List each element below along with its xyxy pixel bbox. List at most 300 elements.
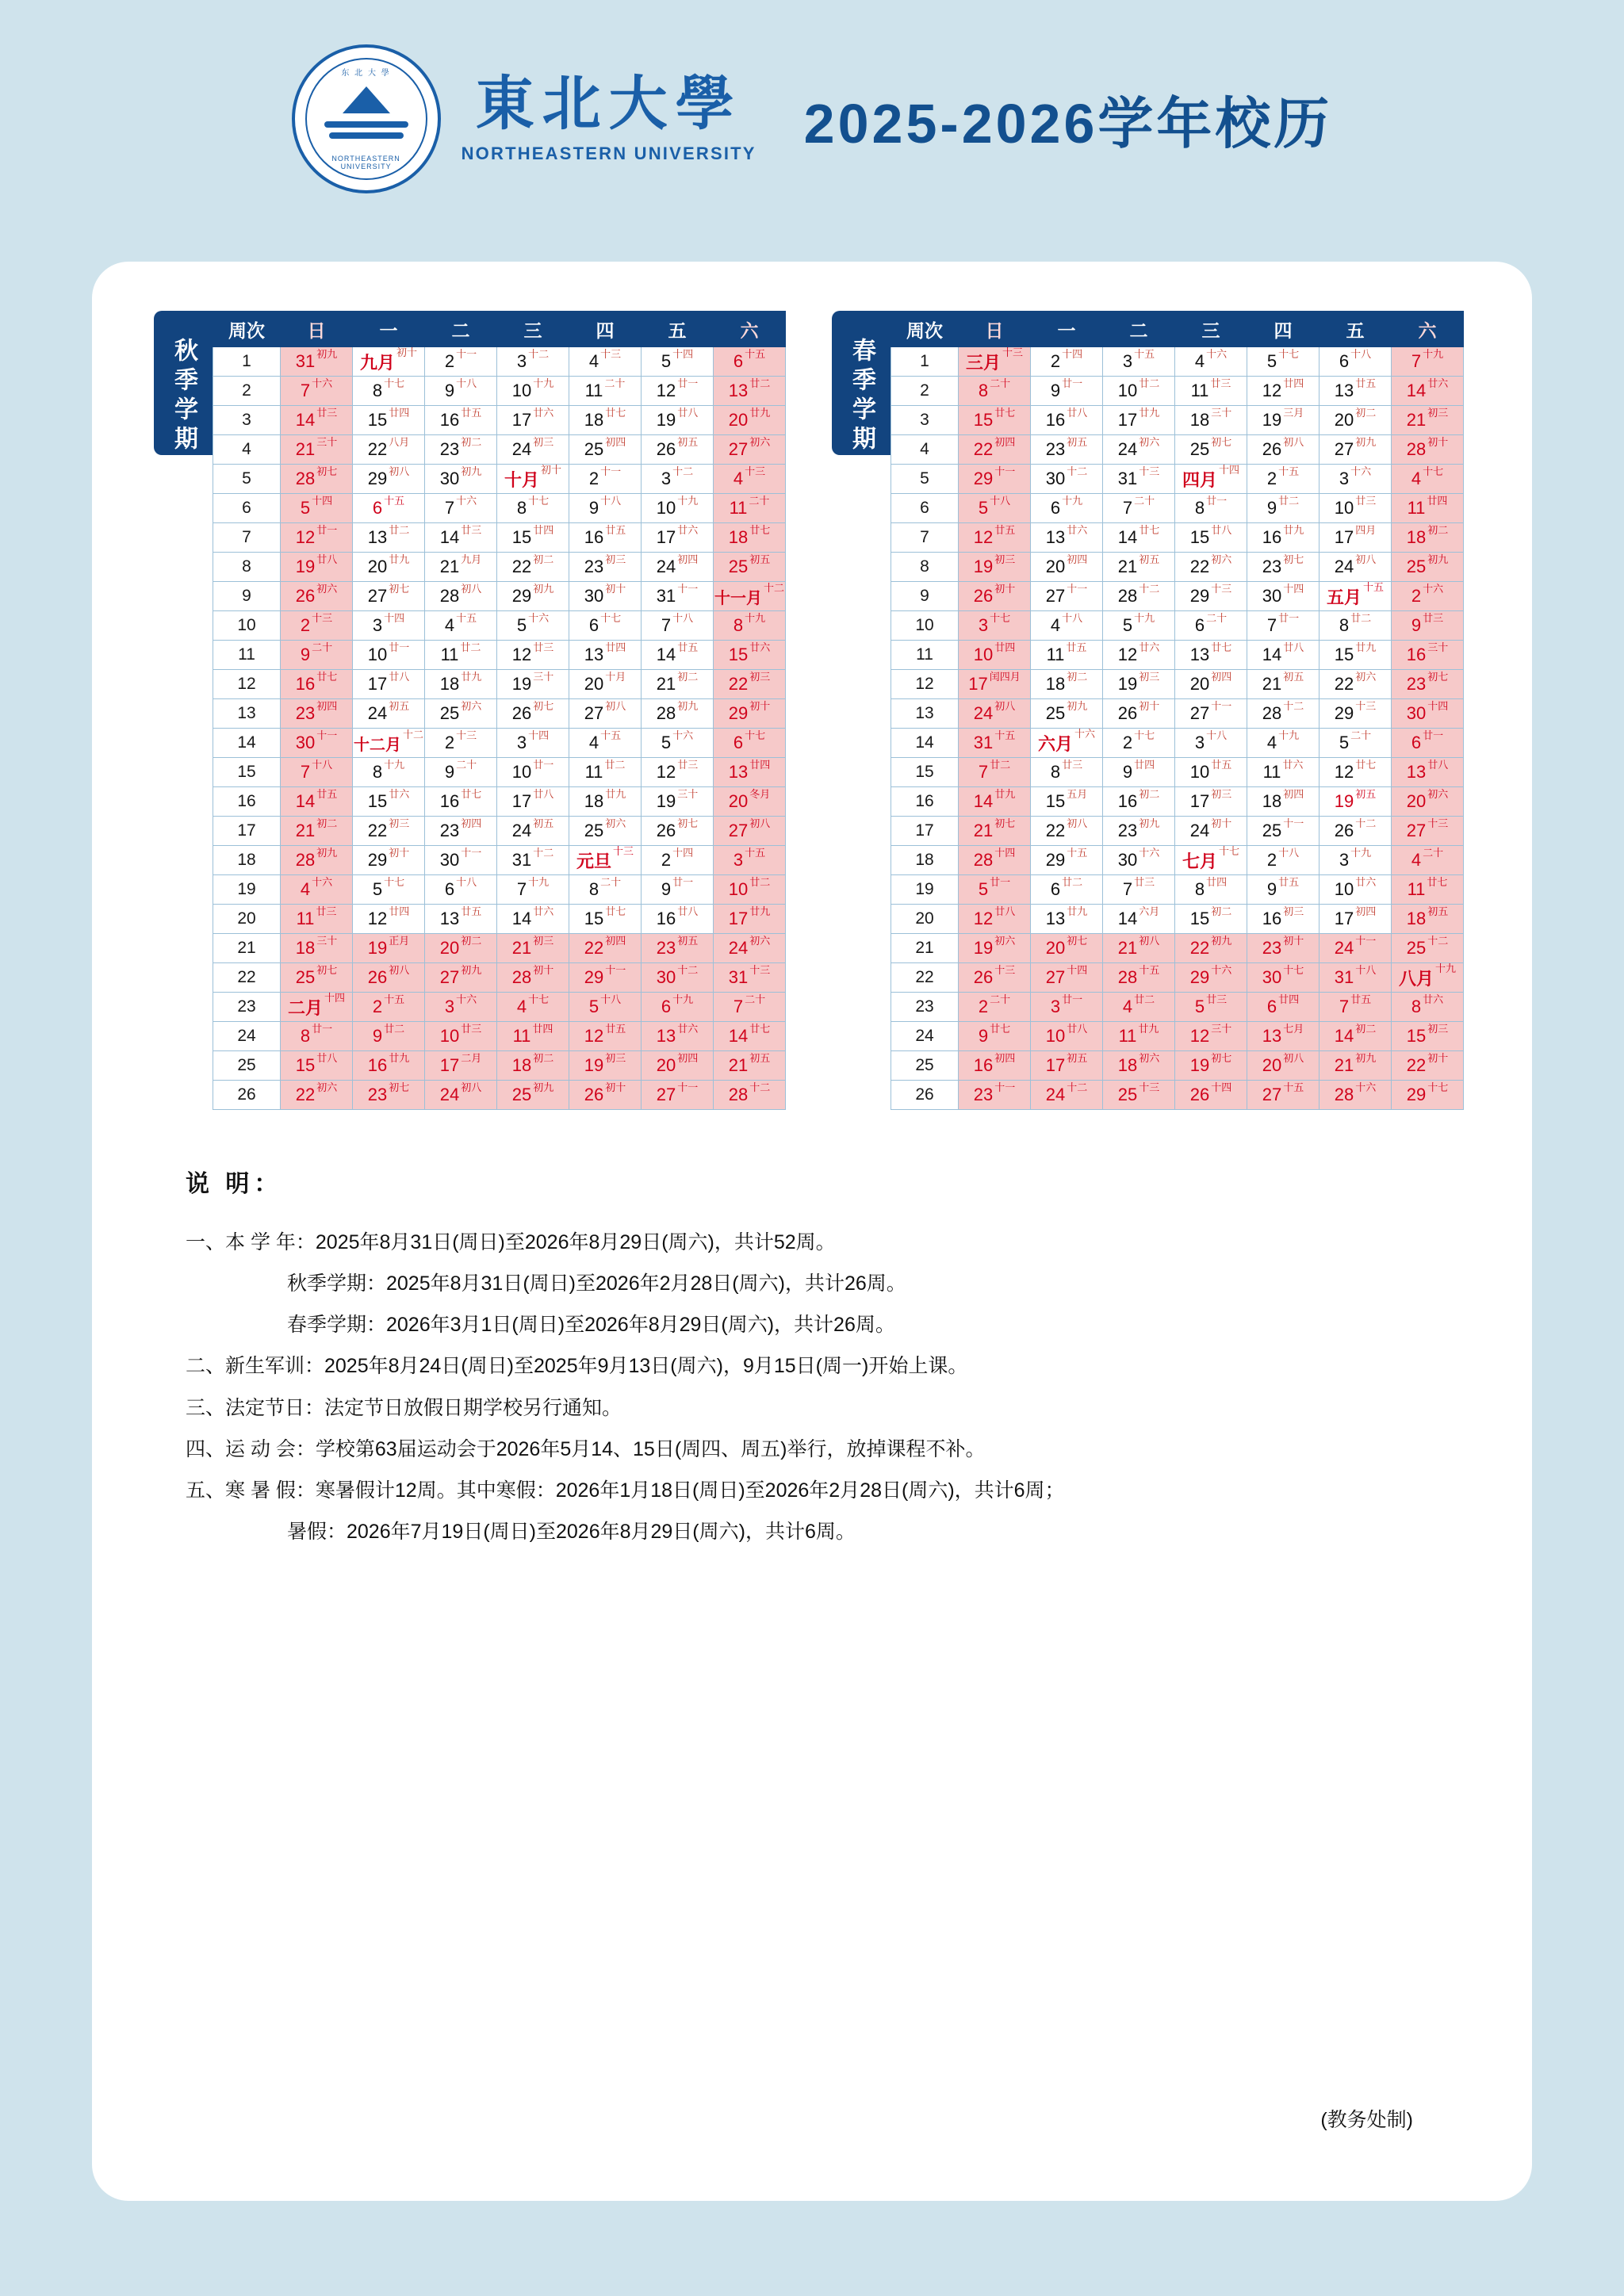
gregorian-date: 十一月 (714, 589, 762, 607)
lunar-date: 五月 (1067, 788, 1088, 800)
lunar-date: 初二 (1211, 905, 1232, 917)
gregorian-date: 3 (444, 997, 455, 1016)
gregorian-date: 26 (1117, 703, 1138, 723)
lunar-date: 初八 (389, 964, 410, 976)
gregorian-date: 4 (1411, 469, 1422, 488)
gregorian-date: 21 (1406, 410, 1427, 430)
lunar-date: 十三 (1002, 346, 1024, 358)
lunar-date: 初七 (389, 1081, 410, 1093)
day-cell (642, 1051, 714, 1081)
gregorian-date: 9 (1266, 498, 1277, 518)
day-cell (1247, 553, 1320, 582)
gregorian-date: 13 (728, 381, 749, 400)
gregorian-date: 9 (588, 498, 599, 518)
lunar-date: 初七 (316, 964, 338, 976)
lunar-date: 廿七 (749, 524, 771, 536)
gregorian-date: 16 (295, 674, 316, 694)
lunar-date: 廿二 (604, 759, 626, 771)
column-header-0: 周次 (213, 312, 281, 347)
gregorian-date: 16 (367, 1055, 388, 1075)
gregorian-date: 28 (295, 850, 316, 870)
day-cell (714, 905, 786, 934)
lunar-date: 十四 (384, 612, 405, 624)
column-header-1: 日 (959, 312, 1031, 347)
gregorian-date: 14 (728, 1026, 749, 1046)
lunar-date: 初十 (533, 964, 554, 976)
lunar-date: 十八 (600, 993, 622, 1005)
day-cell (1320, 670, 1392, 699)
gregorian-date: 10 (1334, 879, 1354, 899)
lunar-date: 十六 (1074, 727, 1096, 740)
day-cell (714, 699, 786, 729)
day-cell (642, 347, 714, 377)
gregorian-date: 14 (1406, 381, 1427, 400)
gregorian-date: 16 (439, 791, 460, 811)
day-cell (959, 582, 1031, 611)
day-cell (1247, 934, 1320, 963)
day-cell (1103, 817, 1175, 846)
gregorian-date: 21 (728, 1055, 749, 1075)
gregorian-date: 26 (973, 967, 994, 987)
lunar-date: 廿七 (605, 407, 626, 419)
lunar-date: 十五 (1278, 465, 1300, 477)
table-row (213, 817, 786, 846)
table-row (891, 523, 1464, 553)
lunar-date: 初六 (461, 700, 482, 712)
gregorian-date: 9 (300, 645, 311, 664)
gregorian-date: 17 (656, 527, 676, 547)
lunar-date: 十六 (672, 729, 694, 741)
lunar-date: 十九 (533, 377, 554, 389)
lunar-date: 廿五 (1355, 377, 1377, 389)
day-cell (1247, 406, 1320, 435)
week-number: 21 (213, 934, 281, 963)
week-number: 9 (213, 582, 281, 611)
lunar-date: 初五 (1355, 788, 1377, 800)
day-cell (1031, 670, 1103, 699)
day-cell (281, 729, 353, 758)
lunar-date: 十七 (528, 495, 550, 507)
day-cell (1175, 787, 1247, 817)
day-cell (281, 699, 353, 729)
table-row (213, 1081, 786, 1110)
lunar-date: 廿五 (461, 905, 482, 917)
week-number: 4 (891, 435, 959, 465)
week-number: 14 (891, 729, 959, 758)
day-cell (714, 435, 786, 465)
lunar-date: 初二 (1427, 524, 1449, 536)
gregorian-date: 25 (295, 967, 316, 987)
day-cell (1031, 905, 1103, 934)
table-row (891, 934, 1464, 963)
day-cell (281, 875, 353, 905)
gregorian-date: 3 (1339, 850, 1350, 870)
lunar-date: 初九 (316, 348, 338, 360)
day-cell (642, 523, 714, 553)
day-cell (1392, 523, 1464, 553)
day-cell (1031, 875, 1103, 905)
day-cell (714, 963, 786, 993)
lunar-date: 廿八 (1427, 759, 1449, 771)
day-cell (1392, 699, 1464, 729)
gregorian-date: 6 (588, 615, 599, 635)
day-cell (425, 817, 497, 846)
day-cell (642, 377, 714, 406)
gregorian-date: 16 (656, 909, 676, 928)
day-cell (642, 582, 714, 611)
gregorian-date: 五月 (1326, 587, 1362, 607)
day-cell (569, 641, 642, 670)
day-cell (281, 347, 353, 377)
gregorian-date: 18 (1406, 909, 1427, 928)
lunar-date: 初五 (533, 817, 554, 829)
lunar-date: 初三 (1283, 905, 1304, 917)
day-cell (1392, 963, 1464, 993)
day-cell (1103, 875, 1175, 905)
day-cell (353, 963, 425, 993)
gregorian-date: 25 (1045, 703, 1066, 723)
gregorian-date: 20 (728, 410, 749, 430)
lunar-date: 十六 (312, 876, 333, 888)
lunar-date: 十三 (456, 729, 477, 741)
lunar-date: 初八 (1139, 935, 1160, 947)
lunar-date: 廿九 (1138, 1023, 1159, 1035)
gregorian-date: 27 (728, 821, 749, 840)
lunar-date: 初三 (1211, 788, 1232, 800)
gregorian-date: 13 (1262, 1026, 1282, 1046)
gregorian-date: 17 (1117, 410, 1138, 430)
gregorian-date: 15 (295, 1055, 316, 1075)
gregorian-date: 27 (728, 439, 749, 459)
table-row (891, 435, 1464, 465)
lunar-date: 初七 (677, 817, 699, 829)
university-logo-icon (292, 44, 441, 193)
gregorian-date: 7 (733, 997, 744, 1016)
gregorian-date: 4 (733, 469, 744, 488)
gregorian-date: 13 (656, 1026, 676, 1046)
column-header-5: 四 (569, 312, 642, 347)
gregorian-date: 2 (1122, 733, 1133, 752)
gregorian-date: 9 (1050, 381, 1061, 400)
day-cell (281, 406, 353, 435)
lunar-date: 初四 (461, 817, 482, 829)
gregorian-date: 14 (1117, 909, 1138, 928)
week-number: 15 (891, 758, 959, 787)
gregorian-date: 19 (511, 674, 532, 694)
lunar-date: 七月 (1283, 1023, 1304, 1035)
lunar-date: 廿一 (1423, 729, 1444, 741)
day-cell (1247, 1081, 1320, 1110)
lunar-date: 廿二 (389, 524, 410, 536)
gregorian-date: 28 (1406, 439, 1427, 459)
table-row (891, 494, 1464, 523)
lunar-date: 初六 (316, 583, 338, 595)
day-cell (1175, 934, 1247, 963)
gregorian-date: 23 (1262, 557, 1282, 576)
lunar-date: 三十 (316, 436, 338, 448)
day-cell (425, 523, 497, 553)
lunar-date: 廿三 (1423, 612, 1444, 624)
day-cell (425, 553, 497, 582)
table-row (891, 1022, 1464, 1051)
lunar-date: 十二 (672, 465, 694, 477)
lunar-date: 初五 (677, 436, 699, 448)
week-number: 2 (891, 377, 959, 406)
lunar-date: 十五 (384, 993, 405, 1005)
gregorian-date: 27 (1406, 821, 1427, 840)
gregorian-date: 28 (1117, 586, 1138, 606)
lunar-date: 十一 (1283, 817, 1304, 829)
gregorian-date: 19 (1117, 674, 1138, 694)
lunar-date: 初六 (1427, 788, 1449, 800)
lunar-date: 初二 (1355, 1023, 1377, 1035)
gregorian-date: 8 (1194, 498, 1205, 518)
lunar-date: 廿七 (749, 1023, 771, 1035)
day-cell (1103, 406, 1175, 435)
gregorian-date: 16 (1045, 410, 1066, 430)
day-cell (1392, 905, 1464, 934)
gregorian-date: 12 (367, 909, 388, 928)
day-cell (1320, 347, 1392, 377)
lunar-date: 廿五 (605, 524, 626, 536)
day-cell (714, 758, 786, 787)
day-cell (959, 729, 1031, 758)
week-number: 21 (891, 934, 959, 963)
lunar-date: 廿八 (316, 553, 338, 565)
lunar-date: 三十 (533, 671, 554, 683)
day-cell (497, 787, 569, 817)
day-cell (569, 993, 642, 1022)
lunar-date: 十四 (312, 495, 333, 507)
week-number: 5 (891, 465, 959, 494)
lunar-date: 二十 (749, 495, 770, 507)
day-cell (1031, 494, 1103, 523)
gregorian-date: 11 (1407, 879, 1426, 899)
lunar-date: 十四 (1062, 348, 1083, 360)
lunar-date: 初八 (994, 700, 1016, 712)
term-calendar-2 (832, 311, 1464, 1110)
gregorian-date: 19 (973, 938, 994, 958)
day-cell (569, 670, 642, 699)
gregorian-date: 8 (372, 381, 383, 400)
day-cell (642, 729, 714, 758)
lunar-date: 十六 (312, 377, 333, 389)
day-cell (642, 1022, 714, 1051)
day-cell (1175, 1051, 1247, 1081)
note-line-6: 四、运 动 会：学校第63届运动会于2026年5月14、15日(周四、周五)举行，放掉课程不补。 (186, 1437, 986, 1460)
day-cell (1103, 934, 1175, 963)
table-row (213, 905, 786, 934)
gregorian-date: 7 (1339, 997, 1350, 1016)
lunar-date: 初八 (605, 700, 626, 712)
lunar-date: 十六 (1350, 465, 1372, 477)
gregorian-date: 9 (1411, 615, 1422, 635)
lunar-date: 十七 (1423, 465, 1444, 477)
day-cell (642, 435, 714, 465)
lunar-date: 十六 (528, 612, 550, 624)
lunar-date: 十六 (1423, 583, 1444, 595)
gregorian-date: 18 (1117, 1055, 1138, 1075)
gregorian-date: 30 (1117, 850, 1138, 870)
day-cell (281, 758, 353, 787)
gregorian-date: 29 (1334, 703, 1354, 723)
week-number: 2 (213, 377, 281, 406)
gregorian-date: 九月 (359, 352, 395, 373)
day-cell (1103, 993, 1175, 1022)
gregorian-date: 15 (1189, 909, 1210, 928)
lunar-date: 廿七 (990, 1023, 1011, 1035)
lunar-date: 三月 (1283, 407, 1304, 419)
table-row (213, 846, 786, 875)
day-cell (1175, 377, 1247, 406)
lunar-date: 廿九 (1355, 641, 1377, 653)
lunar-date: 初五 (677, 935, 699, 947)
gregorian-date: 22 (1189, 557, 1210, 576)
day-cell (281, 817, 353, 846)
lunar-date: 初四 (994, 436, 1016, 448)
lunar-date: 廿七 (1139, 524, 1160, 536)
gregorian-date: 31 (511, 850, 532, 870)
lunar-date: 廿三 (461, 524, 482, 536)
gregorian-date: 6 (733, 351, 744, 371)
gregorian-date: 6 (1050, 879, 1061, 899)
day-cell (569, 377, 642, 406)
day-cell (1103, 787, 1175, 817)
gregorian-date: 23 (656, 938, 676, 958)
lunar-date: 八月 (389, 436, 410, 448)
table-row (891, 817, 1464, 846)
day-cell (642, 934, 714, 963)
lunar-date: 初八 (1283, 436, 1304, 448)
day-cell (1392, 758, 1464, 787)
day-cell (425, 934, 497, 963)
lunar-date: 十九 (677, 495, 699, 507)
gregorian-date: 4 (1122, 997, 1133, 1016)
day-cell (353, 347, 425, 377)
day-cell (1175, 905, 1247, 934)
logo-ring-text: NORTHEASTERN UNIVERSITY (331, 155, 400, 170)
gregorian-date: 20 (1045, 938, 1066, 958)
gregorian-date: 十二月 (353, 736, 401, 754)
day-cell (353, 993, 425, 1022)
day-cell (569, 817, 642, 846)
day-cell (714, 523, 786, 553)
day-cell (281, 465, 353, 494)
week-number: 11 (891, 641, 959, 670)
day-cell (1392, 582, 1464, 611)
lunar-date: 初七 (1211, 1052, 1232, 1064)
day-cell (1175, 670, 1247, 699)
gregorian-date: 23 (295, 703, 316, 723)
gregorian-date: 22 (1406, 1055, 1427, 1075)
day-cell (1392, 406, 1464, 435)
week-number: 25 (213, 1051, 281, 1081)
lunar-date: 廿五 (677, 641, 699, 653)
day-cell (1103, 670, 1175, 699)
gregorian-date: 12 (511, 645, 532, 664)
gregorian-date: 19 (973, 557, 994, 576)
lunar-date: 初四 (1283, 788, 1304, 800)
lunar-date: 廿四 (749, 759, 771, 771)
week-number: 11 (213, 641, 281, 670)
table-row (213, 758, 786, 787)
gregorian-date: 29 (367, 850, 388, 870)
day-cell (959, 699, 1031, 729)
day-cell (425, 494, 497, 523)
day-cell (714, 611, 786, 641)
lunar-date: 十七 (1219, 844, 1240, 857)
table-row (213, 993, 786, 1022)
day-cell (1031, 641, 1103, 670)
gregorian-date: 12 (973, 527, 994, 547)
lunar-date: 廿九 (1139, 407, 1160, 419)
gregorian-date: 23 (367, 1085, 388, 1104)
day-cell (569, 494, 642, 523)
lunar-date: 十八 (672, 612, 694, 624)
column-header-2: 一 (353, 312, 425, 347)
week-number: 17 (891, 817, 959, 846)
gregorian-date: 7 (444, 498, 455, 518)
gregorian-date: 8 (978, 381, 989, 400)
gregorian-date: 26 (1189, 1085, 1210, 1104)
gregorian-date: 22 (1334, 674, 1354, 694)
week-number: 16 (891, 787, 959, 817)
day-cell (1175, 406, 1247, 435)
lunar-date: 十五 (600, 729, 622, 741)
gregorian-date: 6 (661, 997, 672, 1016)
gregorian-date: 10 (1117, 381, 1138, 400)
day-cell (642, 758, 714, 787)
lunar-date: 十一 (677, 1081, 699, 1093)
day-cell (1247, 787, 1320, 817)
day-cell (1392, 465, 1464, 494)
gregorian-date: 25 (584, 821, 604, 840)
gregorian-date: 6 (1194, 615, 1205, 635)
lunar-date: 廿一 (1062, 377, 1083, 389)
day-cell (1247, 963, 1320, 993)
day-cell (1392, 347, 1464, 377)
lunar-date: 初五 (1067, 1052, 1088, 1064)
gregorian-date: 5 (1339, 733, 1350, 752)
lunar-date: 廿二 (1062, 876, 1083, 888)
table-row (891, 963, 1464, 993)
gregorian-date: 29 (973, 469, 994, 488)
day-cell (353, 1051, 425, 1081)
day-cell (1320, 406, 1392, 435)
lunar-date: 廿九 (749, 407, 771, 419)
lunar-date: 十五 (456, 612, 477, 624)
lunar-date: 廿九 (749, 905, 771, 917)
gregorian-date: 4 (1266, 733, 1277, 752)
table-row (213, 377, 786, 406)
gregorian-date: 18 (1045, 674, 1066, 694)
day-cell (1392, 1081, 1464, 1110)
gregorian-date: 8 (1411, 997, 1422, 1016)
lunar-date: 廿六 (1282, 759, 1304, 771)
lunar-date: 十三 (312, 612, 333, 624)
lunar-date: 十八 (1355, 964, 1377, 976)
lunar-date: 二十 (1134, 495, 1155, 507)
day-cell (497, 1081, 569, 1110)
lunar-date: 十六 (456, 993, 477, 1005)
day-cell (569, 729, 642, 758)
lunar-date: 十六 (1355, 1081, 1377, 1093)
day-cell (1031, 465, 1103, 494)
day-cell (714, 494, 786, 523)
lunar-date: 十七 (1278, 348, 1300, 360)
lunar-date: 十二 (1067, 1081, 1088, 1093)
lunar-date: 廿七 (1211, 641, 1232, 653)
